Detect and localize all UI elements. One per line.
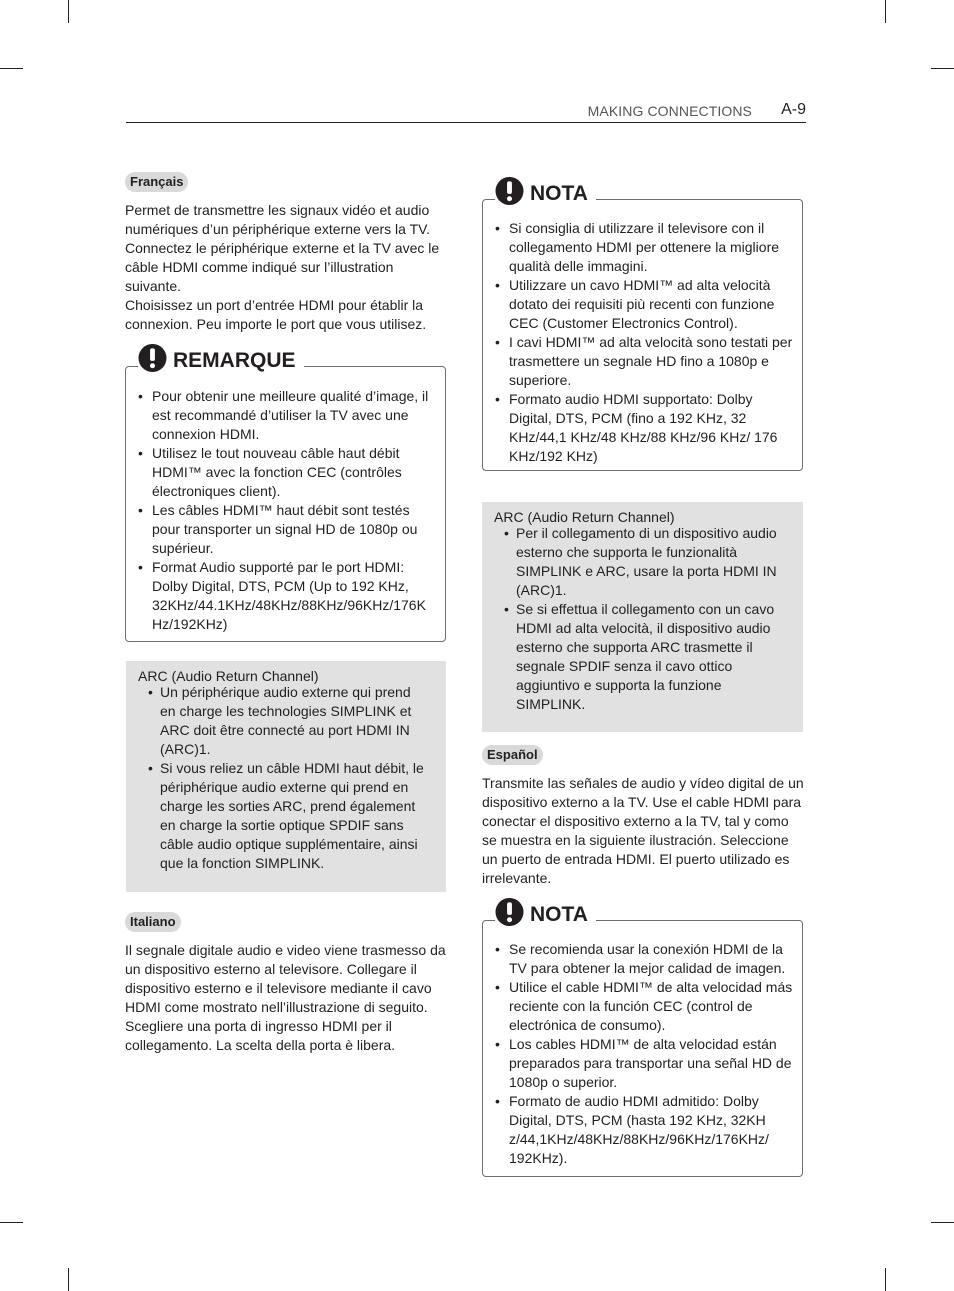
crop-mark (0, 68, 23, 69)
note-title: NOTA (530, 182, 588, 205)
crop-mark (885, 0, 886, 23)
note-item: • Format Audio supporté par le port HDMI: Dolby Digital, DTS, PCM (Up to 192 KHz, 32KHz/44.1KHz/48KHz/88KHz/96KHz/176K Hz/192KHz) (138, 558, 436, 634)
note-title: REMARQUE (173, 349, 296, 372)
nota-box-espanol (482, 903, 803, 1177)
arc-box-francais (126, 661, 446, 892)
exclamation-icon (495, 897, 524, 927)
note-item: • I cavi HDMI™ ad alta velocità sono testati per trasmettere un segnale HD fino a 1080p e superiore. (495, 333, 795, 390)
crop-mark (931, 1222, 954, 1223)
crop-mark (68, 1268, 69, 1291)
crop-mark (931, 68, 954, 69)
note-item: • Se recomienda usar la conexión HDMI de la TV para obtener la mejor calidad de imagen. (495, 940, 797, 978)
note-item: • Pour obtenir une meilleure qualité d’image, il est recommandé d’utiliser la TV avec une connexion HDMI. (138, 387, 436, 444)
note-item: • Los cables HDMI™ de alta velocidad están preparados para transportar una señal HD de 1080p o superior. (495, 1035, 797, 1092)
note-item: • Les câbles HDMI™ haut débit sont testés pour transporter un signal HD de 1080p ou supérieur. (138, 501, 436, 558)
arc-item: • Per il collegamento di un dispositivo audio esterno che supporta le funzionalità SIMPLINK e ARC, usare la porta HDMI IN (ARC)1. (494, 524, 786, 600)
arc-list (138, 683, 430, 873)
arc-list (494, 524, 786, 714)
note-item: • Si consiglia di utilizzare il televisore con il collegamento HDMI per ottenere la migliore qualità delle immagini. (495, 219, 795, 276)
exclamation-icon (138, 343, 167, 373)
italiano-body: Il segnale digitale audio e video viene trasmesso da un dispositivo esterno al televisore. Collegare il dispositivo esterno e il televisore mediante il cavo HDMI come mostrato nell’illustrazione di seguito. Scegliere una porta di ingresso HDMI per il collegamento. La scelta della porta è libera. (125, 942, 446, 1053)
espanol-body: Transmite las señales de audio y vídeo digital de un dispositivo externo a la TV. Use el cable HDMI para conectar el dispositivo externo a la TV, tal y como se muestra en la siguiente ilustración. Seleccione un puerto de entrada HDMI. El puerto utilizado es irrelevante. (482, 775, 804, 886)
note-item: • Utilisez le tout nouveau câble haut débit HDMI™ avec la fonction CEC (contrôles électroniques client). (138, 444, 436, 501)
arc-item: • Un périphérique audio externe qui prend en charge les technologies SIMPLINK et ARC doit être connecté au port HDMI IN (ARC)1. (138, 683, 430, 759)
note-list (138, 387, 436, 634)
page-number: A-9 (781, 101, 806, 118)
section-label: MAKING CONNECTIONS (587, 103, 752, 119)
note-header (138, 343, 304, 373)
crop-mark (0, 1222, 23, 1223)
note-item: • Utilice el cable HDMI™ de alta velocidad más reciente con la función CEC (control de electrónica de consumo). (495, 978, 797, 1035)
note-title: NOTA (530, 903, 588, 926)
header-rule (126, 122, 806, 123)
note-list (495, 940, 797, 1168)
note-header (495, 897, 596, 927)
page-header (126, 100, 806, 124)
note-list (495, 219, 795, 466)
remarque-box (125, 349, 446, 642)
language-badge-italiano: Italiano (125, 912, 181, 932)
arc-box-italiano (482, 502, 803, 732)
note-item: • Formato audio HDMI supportato: Dolby Digital, DTS, PCM (fino a 192 KHz, 32 KHz/44,1 KHz/48 KHz/88 KHz/96 KHz/ 176 KHz/192 KHz) (495, 390, 795, 466)
arc-title: ARC (Audio Return Channel) (138, 668, 319, 684)
arc-item: • Se si effettua il collegamento con un cavo HDMI ad alta velocità, il dispositivo audio esterno che supporta ARC trasmette il segnale SPDIF senza il cavo ottico aggiuntivo e supporta la funzione SIMPLINK. (494, 600, 786, 714)
language-badge-espanol: Español (482, 745, 543, 765)
crop-mark (885, 1268, 886, 1291)
arc-item: • Si vous reliez un câble HDMI haut débit, le périphérique audio externe qui prend en charge les sorties ARC, prend également en charge la sortie optique SPDIF sans câble audio optique supplémentaire, ainsi que la fonction SIMPLINK. (138, 759, 430, 873)
note-item: • Utilizzare un cavo HDMI™ ad alta velocità dotato dei requisiti più recenti con funzione CEC (Customer Electronics Control). (495, 276, 795, 333)
exclamation-icon (495, 176, 524, 206)
francais-body: Permet de transmettre les signaux vidéo et audio numériques d’un périphérique externe vers la TV. Connectez le périphérique externe et la TV avec le câble HDMI comme indiqué sur l’illustration suivante. Choisissez un port d’entrée HDMI pour établir la connexion. Peu importe le port que vous utilisez. (125, 202, 440, 332)
arc-title: ARC (Audio Return Channel) (494, 509, 675, 525)
crop-mark (68, 0, 69, 23)
language-badge-francais: Français (125, 172, 188, 192)
note-header (495, 176, 596, 206)
note-item: • Formato de audio HDMI admitido: Dolby Digital, DTS, PCM (hasta 192 KHz, 32KH z/44,1KHz/48KHz/88KHz/96KHz/176KHz/ 192KHz). (495, 1092, 797, 1168)
nota-box-italiano (482, 182, 803, 471)
